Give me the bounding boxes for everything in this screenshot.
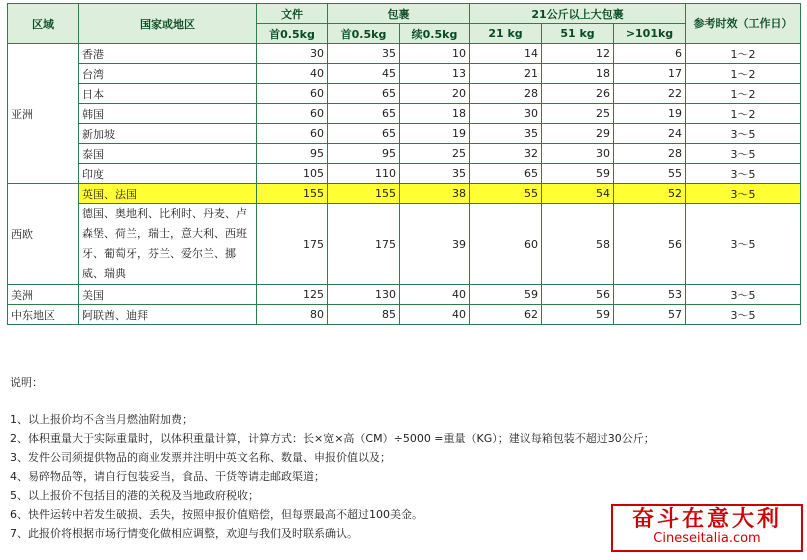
kg21-cell: 32 — [470, 144, 542, 164]
kg51-cell: 18 — [542, 64, 614, 84]
kg101-cell: 52 — [614, 184, 686, 204]
pkg-first-cell: 85 — [328, 305, 400, 325]
transit-time-cell: 3～5 — [686, 164, 801, 184]
table-row-highlighted — [8, 184, 801, 204]
header-101kg: >101kg — [614, 24, 686, 44]
table-row — [8, 305, 801, 325]
pkg-cont-cell: 10 — [400, 44, 470, 64]
pkg-first-cell: 130 — [328, 285, 400, 305]
transit-time-cell: 3～5 — [686, 184, 801, 204]
transit-time-cell: 3～5 — [686, 204, 801, 285]
transit-time-cell: 3～5 — [686, 285, 801, 305]
header-pkg-first: 首0.5kg — [328, 24, 400, 44]
kg101-cell: 28 — [614, 144, 686, 164]
country-cell: 印度 — [79, 164, 257, 184]
header-package: 包裹 — [328, 4, 470, 24]
header-region: 区域 — [8, 4, 79, 44]
table-row — [8, 285, 801, 305]
kg51-cell: 29 — [542, 124, 614, 144]
kg21-cell: 59 — [470, 285, 542, 305]
note-item: 7、此报价将根据市场行情变化做相应调整，欢迎与我们及时联系确认。 — [10, 527, 358, 540]
notes-title: 说明： — [10, 376, 43, 389]
doc-first-cell: 80 — [257, 305, 328, 325]
transit-time-cell: 3～5 — [686, 144, 801, 164]
country-cell: 台湾 — [79, 64, 257, 84]
table-row — [8, 164, 801, 184]
transit-time-cell: 1～2 — [686, 64, 801, 84]
kg21-cell: 35 — [470, 124, 542, 144]
kg21-cell: 21 — [470, 64, 542, 84]
pkg-first-cell: 65 — [328, 84, 400, 104]
pkg-cont-cell: 38 — [400, 184, 470, 204]
doc-first-cell: 60 — [257, 104, 328, 124]
kg51-cell: 58 — [542, 204, 614, 285]
kg21-cell: 30 — [470, 104, 542, 124]
kg101-cell: 56 — [614, 204, 686, 285]
doc-first-cell: 60 — [257, 124, 328, 144]
kg101-cell: 22 — [614, 84, 686, 104]
notes-section — [10, 374, 655, 543]
header-pkg-continued: 续0.5kg — [400, 24, 470, 44]
table-row — [8, 124, 801, 144]
country-cell: 新加坡 — [79, 124, 257, 144]
table-row — [8, 204, 801, 285]
pkg-first-cell: 175 — [328, 204, 400, 285]
kg101-cell: 17 — [614, 64, 686, 84]
header-heavy-package: 21公斤以上大包裹 — [470, 4, 686, 24]
country-cell: 美国 — [79, 285, 257, 305]
doc-first-cell: 60 — [257, 84, 328, 104]
kg21-cell: 55 — [470, 184, 542, 204]
doc-first-cell: 40 — [257, 64, 328, 84]
pkg-first-cell: 110 — [328, 164, 400, 184]
doc-first-cell: 95 — [257, 144, 328, 164]
country-cell: 香港 — [79, 44, 257, 64]
kg51-cell: 54 — [542, 184, 614, 204]
kg51-cell: 30 — [542, 144, 614, 164]
table-row — [8, 84, 801, 104]
header-21kg: 21 kg — [470, 24, 542, 44]
doc-first-cell: 30 — [257, 44, 328, 64]
pkg-cont-cell: 35 — [400, 164, 470, 184]
kg51-cell: 59 — [542, 164, 614, 184]
transit-time-cell: 1～2 — [686, 44, 801, 64]
pkg-cont-cell: 19 — [400, 124, 470, 144]
kg51-cell: 59 — [542, 305, 614, 325]
country-cell: 英国、法国 — [79, 184, 257, 204]
pkg-cont-cell: 40 — [400, 305, 470, 325]
country-cell: 日本 — [79, 84, 257, 104]
note-item: 5、以上报价不包括目的港的关税及当地政府税收； — [10, 489, 259, 502]
table-row — [8, 44, 801, 64]
transit-time-cell: 3～5 — [686, 124, 801, 144]
transit-time-cell: 1～2 — [686, 104, 801, 124]
country-cell: 韩国 — [79, 104, 257, 124]
pkg-first-cell: 65 — [328, 104, 400, 124]
pkg-first-cell: 45 — [328, 64, 400, 84]
transit-time-cell: 3～5 — [686, 305, 801, 325]
kg101-cell: 6 — [614, 44, 686, 64]
table-row — [8, 64, 801, 84]
region-cell: 西欧 — [8, 184, 79, 285]
doc-first-cell: 175 — [257, 204, 328, 285]
header-document: 文件 — [257, 4, 328, 24]
region-cell: 亚洲 — [8, 44, 79, 184]
country-cell: 泰国 — [79, 144, 257, 164]
pkg-cont-cell: 13 — [400, 64, 470, 84]
pkg-cont-cell: 40 — [400, 285, 470, 305]
watermark-chinese: 奋斗在意大利 — [631, 506, 782, 532]
kg101-cell: 19 — [614, 104, 686, 124]
pkg-first-cell: 155 — [328, 184, 400, 204]
pkg-cont-cell: 25 — [400, 144, 470, 164]
pkg-cont-cell: 18 — [400, 104, 470, 124]
kg51-cell: 12 — [542, 44, 614, 64]
header-doc-first: 首0.5kg — [257, 24, 328, 44]
kg21-cell: 28 — [470, 84, 542, 104]
kg51-cell: 26 — [542, 84, 614, 104]
kg101-cell: 24 — [614, 124, 686, 144]
kg101-cell: 53 — [614, 285, 686, 305]
kg21-cell: 60 — [470, 204, 542, 285]
kg101-cell: 55 — [614, 164, 686, 184]
note-item: 2、体积重量大于实际重量时，以体积重量计算，计算方式：长×宽×高（CM）÷5000 =重量（KG）；建议每箱包装不超过30公斤； — [10, 432, 655, 445]
region-cell: 美洲 — [8, 285, 79, 305]
note-item: 3、发件公司须提供物品的商业发票并注明中英文名称、数量、申报价值以及； — [10, 451, 391, 464]
country-cell: 阿联酋、迪拜 — [79, 305, 257, 325]
table-row — [8, 144, 801, 164]
watermark-stamp — [611, 504, 803, 552]
kg101-cell: 57 — [614, 305, 686, 325]
doc-first-cell: 155 — [257, 184, 328, 204]
doc-first-cell: 125 — [257, 285, 328, 305]
doc-first-cell: 105 — [257, 164, 328, 184]
kg51-cell: 56 — [542, 285, 614, 305]
kg21-cell: 62 — [470, 305, 542, 325]
pkg-first-cell: 35 — [328, 44, 400, 64]
rate-table — [7, 3, 801, 325]
header-51kg: 51 kg — [542, 24, 614, 44]
pkg-first-cell: 95 — [328, 144, 400, 164]
kg21-cell: 65 — [470, 164, 542, 184]
header-country: 国家或地区 — [79, 4, 257, 44]
note-item: 6、快件运转中若发生破损、丢失，按照申报价值赔偿，但每票最高不超过100美金。 — [10, 508, 423, 521]
watermark-url: Cineseitalia.com — [653, 531, 761, 546]
note-item: 1、以上报价均不含当月燃油附加费； — [10, 413, 193, 426]
note-item: 4、易碎物品等，请自行包装妥当，食品、干货等请走邮政渠道； — [10, 470, 325, 483]
kg21-cell: 14 — [470, 44, 542, 64]
region-cell: 中东地区 — [8, 305, 79, 325]
pkg-cont-cell: 20 — [400, 84, 470, 104]
pkg-cont-cell: 39 — [400, 204, 470, 285]
table-row — [8, 104, 801, 124]
header-transit-time: 参考时效（工作日） — [686, 4, 801, 44]
kg51-cell: 25 — [542, 104, 614, 124]
transit-time-cell: 1～2 — [686, 84, 801, 104]
pkg-first-cell: 65 — [328, 124, 400, 144]
country-cell: 德国、奥地利、比利时、丹麦、卢森堡、荷兰，瑞士，意大利、西班牙、葡萄牙，芬兰、爱尔兰、挪威、瑞典 — [79, 204, 257, 285]
